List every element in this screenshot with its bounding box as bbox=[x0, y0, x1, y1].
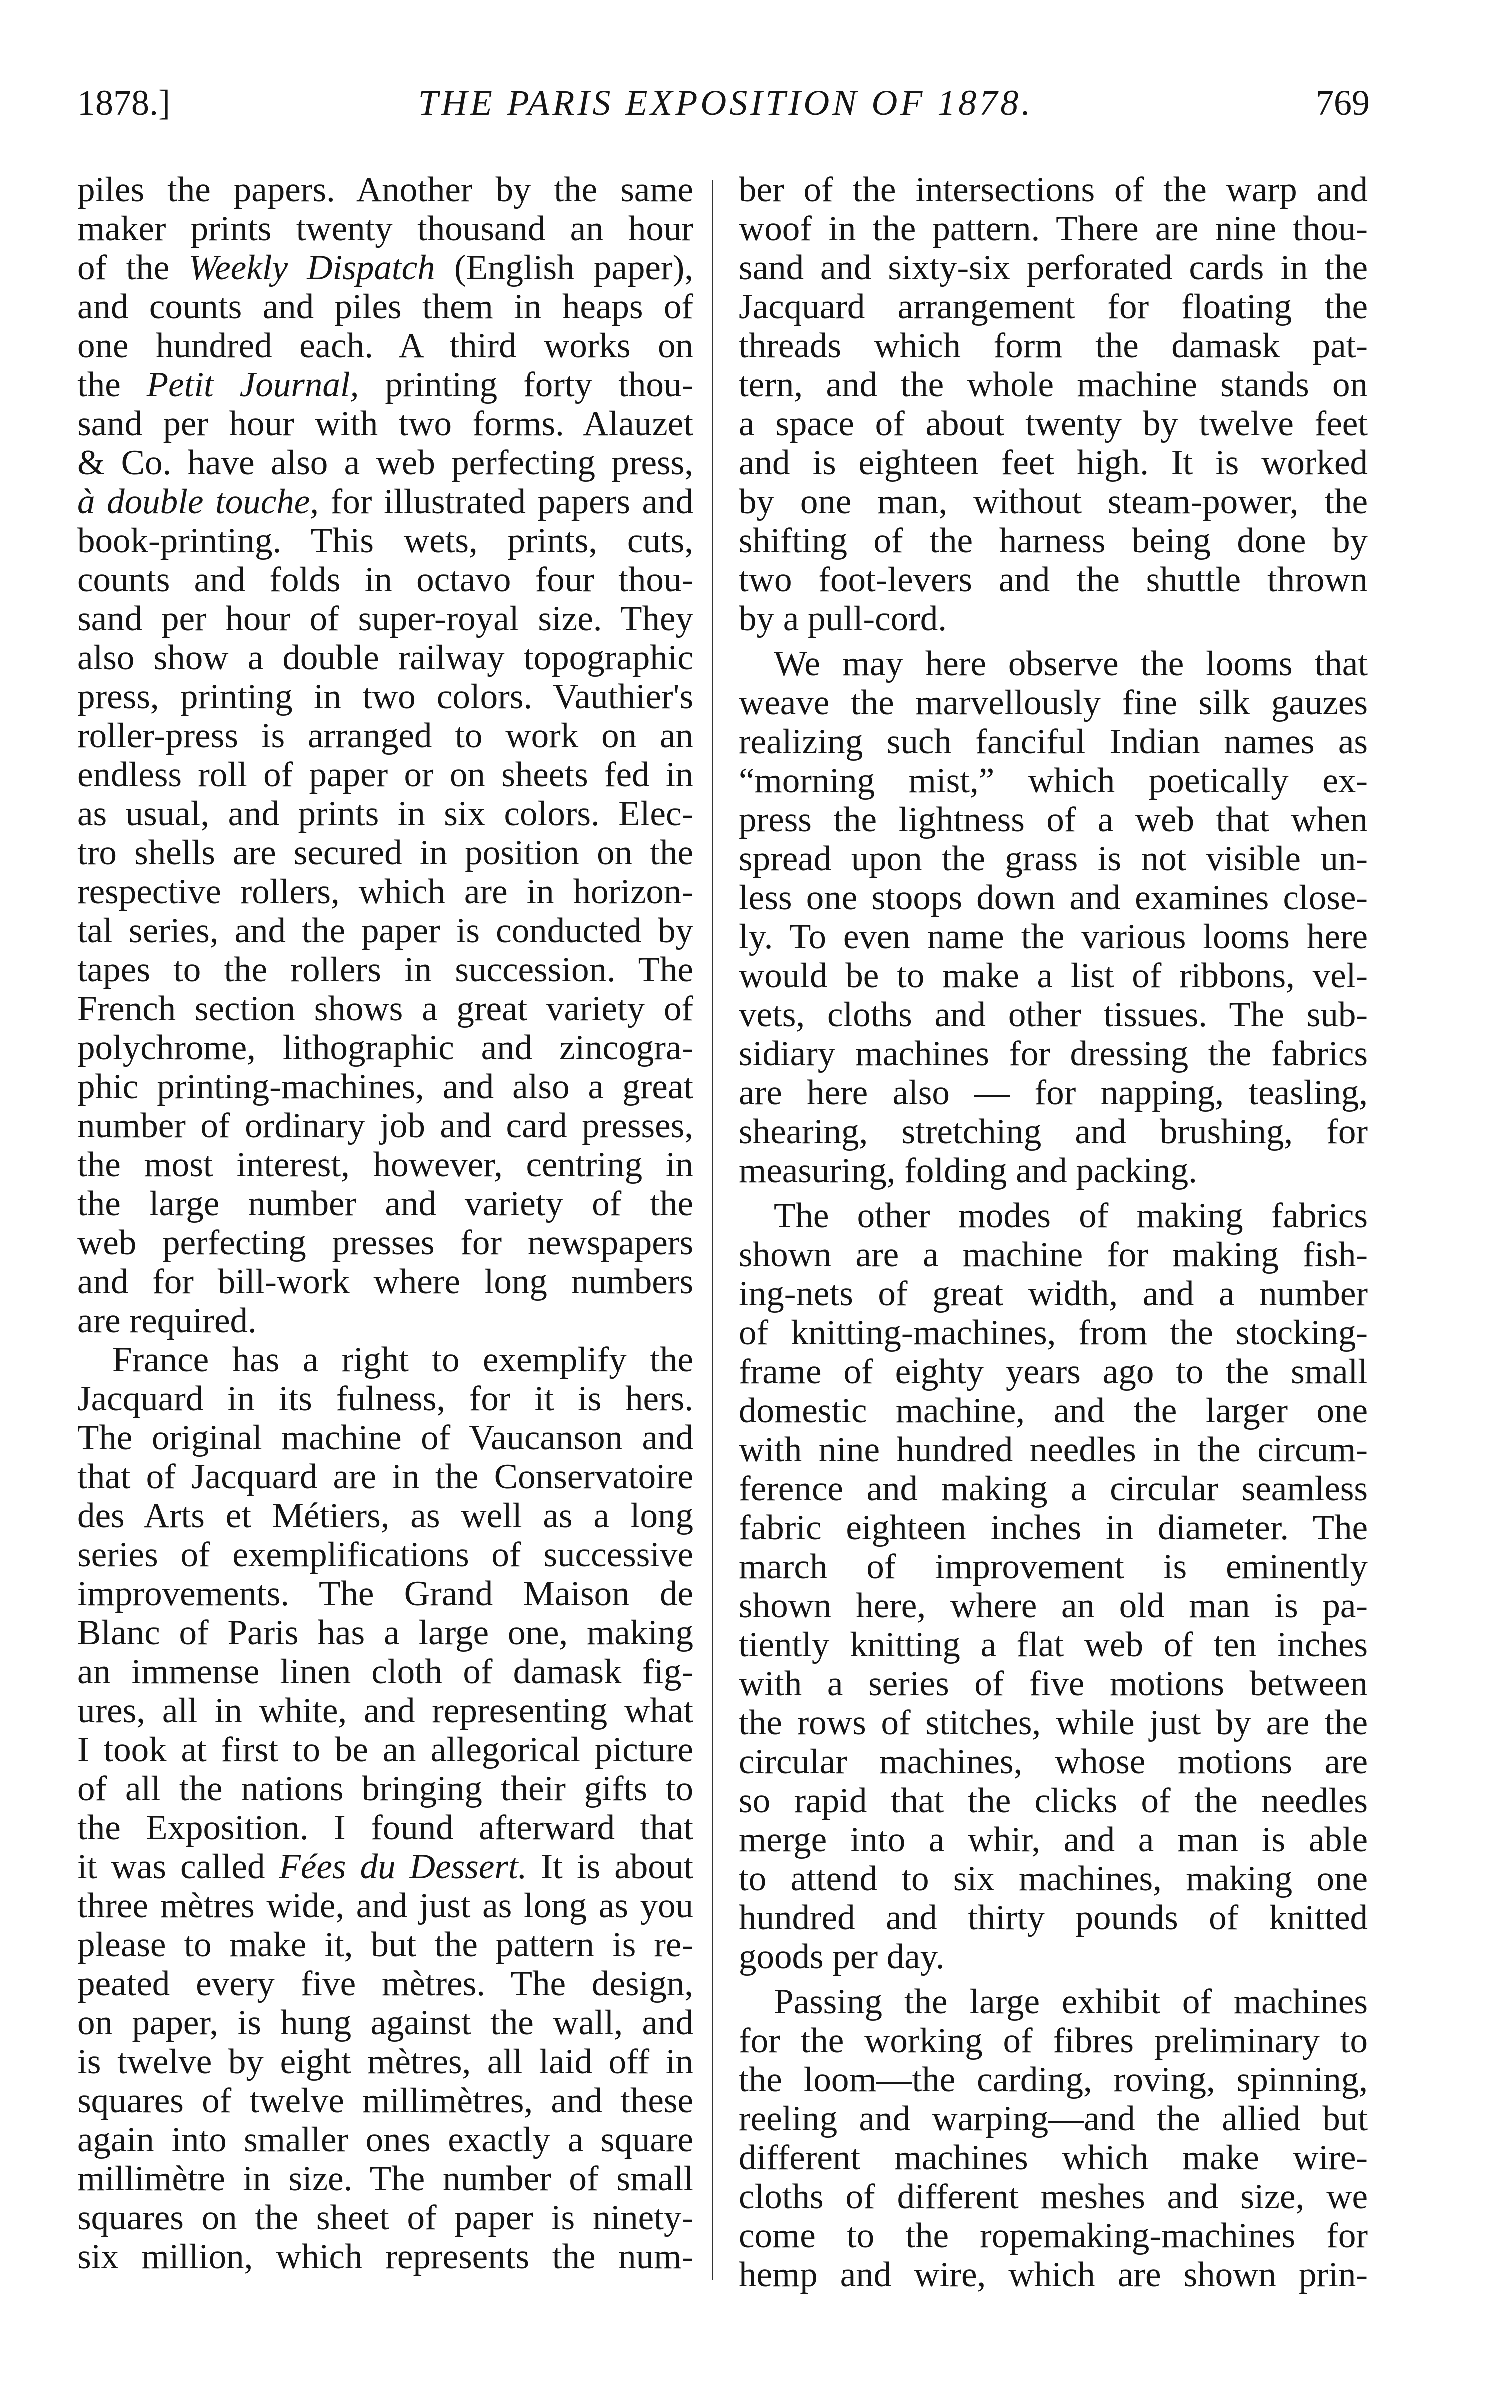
text-span: maker prints twenty thousand an hour bbox=[78, 209, 694, 248]
text-line bbox=[739, 1703, 1368, 1742]
page-number: 769 bbox=[1316, 83, 1370, 123]
text-line bbox=[739, 1391, 1368, 1430]
text-line bbox=[78, 1106, 694, 1145]
text-line bbox=[739, 1898, 1368, 1937]
column-right bbox=[739, 170, 1368, 2294]
text-span: the most interest, however, centring in bbox=[78, 1145, 694, 1184]
header-year: 1878.] bbox=[78, 83, 170, 123]
text-line bbox=[739, 1664, 1368, 1703]
text-span: also show a double railway topographic bbox=[78, 638, 694, 677]
text-span: piles the papers. Another by the same bbox=[78, 170, 694, 209]
text-line bbox=[739, 956, 1368, 995]
text-line bbox=[739, 2099, 1368, 2138]
text-span: respective rollers, which are in horizon- bbox=[78, 872, 694, 911]
text-span: France has a right to exemplify the bbox=[112, 1340, 694, 1379]
text-line bbox=[739, 1352, 1368, 1391]
text-line bbox=[739, 1820, 1368, 1859]
text-line bbox=[739, 878, 1368, 917]
text-span: spread upon the grass is not visible un- bbox=[739, 839, 1368, 878]
text-span: and counts and piles them in heaps of bbox=[78, 287, 694, 326]
text-line bbox=[739, 443, 1368, 482]
text-line bbox=[78, 1418, 694, 1457]
text-span: peated every five mètres. The design, bbox=[78, 1964, 694, 2003]
text-span: realizing such fanciful Indian names as bbox=[739, 722, 1368, 761]
text-span: one hundred each. A third works on bbox=[78, 326, 694, 365]
text-span: number of ordinary job and card presses, bbox=[78, 1106, 694, 1145]
text-span: Jacquard in its fulness, for it is hers. bbox=[78, 1379, 694, 1418]
text-span: woof in the pattern. There are nine thou- bbox=[739, 209, 1368, 248]
text-span: the Exposition. I found afterward that bbox=[78, 1808, 694, 1847]
text-line bbox=[739, 1742, 1368, 1781]
text-line bbox=[78, 404, 694, 443]
text-line bbox=[739, 1034, 1368, 1073]
text-span: with a series of five motions between bbox=[739, 1664, 1368, 1703]
text-line bbox=[739, 1196, 1368, 1235]
text-span: vets, cloths and other tissues. The sub- bbox=[739, 995, 1368, 1034]
text-span: des Arts et Métiers, as well as a long bbox=[78, 1496, 694, 1535]
text-span: tal series, and the paper is conducted by bbox=[78, 911, 694, 950]
text-span: threads which form the damask pat- bbox=[739, 326, 1368, 365]
text-span: press, printing in two colors. Vauthier's bbox=[78, 677, 694, 716]
text-line bbox=[78, 1067, 694, 1106]
text-span: I took at first to be an allegorical picture bbox=[78, 1730, 694, 1769]
text-span: by one man, without steam-power, the bbox=[739, 482, 1368, 521]
paragraph bbox=[739, 1196, 1368, 1976]
text-span: shearing, stretching and brushing, for bbox=[739, 1112, 1368, 1151]
text-span: an immense linen cloth of damask fig- bbox=[78, 1652, 694, 1691]
paragraph bbox=[739, 170, 1368, 638]
text-span: merge into a whir, and a man is able bbox=[739, 1820, 1368, 1859]
text-span: six million, which represents the num- bbox=[78, 2237, 694, 2276]
text-span: & Co. have also a web perfecting press, bbox=[78, 443, 694, 482]
text-line bbox=[78, 716, 694, 755]
text-line bbox=[739, 404, 1368, 443]
text-line bbox=[739, 839, 1368, 878]
text-line bbox=[78, 560, 694, 599]
text-span: circular machines, whose motions are bbox=[739, 1742, 1368, 1781]
text-span: the loom—the carding, roving, spinning, bbox=[739, 2060, 1368, 2099]
text-line bbox=[78, 2237, 694, 2276]
text-line bbox=[78, 1262, 694, 1301]
text-span: two foot-levers and the shuttle thrown bbox=[739, 560, 1368, 599]
text-line bbox=[78, 1223, 694, 1262]
text-line bbox=[78, 1184, 694, 1223]
text-line bbox=[78, 1808, 694, 1847]
text-line bbox=[78, 599, 694, 638]
text-line bbox=[78, 1886, 694, 1925]
text-span: by a pull-cord. bbox=[739, 599, 948, 638]
text-line bbox=[739, 683, 1368, 722]
text-span: It is about bbox=[527, 1847, 694, 1886]
text-line bbox=[739, 1586, 1368, 1625]
text-span: hemp and wire, which are shown prin- bbox=[739, 2255, 1368, 2294]
text-span: as usual, and prints in six colors. Elec- bbox=[78, 794, 694, 833]
text-span: ference and making a circular seamless bbox=[739, 1469, 1368, 1508]
text-span: Jacquard arrangement for floating the bbox=[739, 287, 1368, 326]
text-span: We may here observe the looms that bbox=[774, 644, 1368, 683]
text-span: printing forty thou- bbox=[359, 365, 694, 404]
text-span: domestic machine, and the larger one bbox=[739, 1391, 1368, 1430]
text-span: endless roll of paper or on sheets fed in bbox=[78, 755, 694, 794]
column-divider bbox=[712, 180, 714, 2280]
text-line bbox=[739, 761, 1368, 800]
text-line bbox=[739, 917, 1368, 956]
text-span: sand and sixty-six perforated cards in the bbox=[739, 248, 1368, 287]
text-span: for the working of fibres preliminary to bbox=[739, 2021, 1368, 2060]
text-line bbox=[739, 1625, 1368, 1664]
text-span: roller-press is arranged to work on an bbox=[78, 716, 694, 755]
text-span: the rows of stitches, while just by are the bbox=[739, 1703, 1368, 1742]
text-span: weave the marvellously fine silk gauzes bbox=[739, 683, 1368, 722]
text-span: of knitting-machines, from the stocking- bbox=[739, 1313, 1368, 1352]
text-line bbox=[78, 248, 694, 287]
text-line bbox=[78, 989, 694, 1028]
text-line bbox=[739, 2060, 1368, 2099]
text-span: march of improvement is eminently bbox=[739, 1547, 1368, 1586]
text-span: squares of twelve millimètres, and these bbox=[78, 2081, 694, 2120]
text-line bbox=[739, 326, 1368, 365]
text-line bbox=[739, 1469, 1368, 1508]
text-span: Passing the large exhibit of machines bbox=[774, 1982, 1368, 2021]
text-span: on paper, is hung against the wall, and bbox=[78, 2003, 694, 2042]
text-line bbox=[78, 755, 694, 794]
text-line bbox=[78, 1925, 694, 1964]
text-line bbox=[78, 287, 694, 326]
text-span: shifting of the harness being done by bbox=[739, 521, 1368, 560]
text-span: squares on the sheet of paper is ninety- bbox=[78, 2198, 694, 2237]
text-span: ing-nets of great width, and a number bbox=[739, 1274, 1368, 1313]
text-span: “morning mist,” which poetically ex- bbox=[739, 761, 1368, 800]
text-line bbox=[78, 2081, 694, 2120]
text-span: a space of about twenty by twelve feet bbox=[739, 404, 1368, 443]
text-line bbox=[739, 1430, 1368, 1469]
text-line bbox=[78, 833, 694, 872]
text-line bbox=[78, 482, 694, 521]
text-line bbox=[739, 1508, 1368, 1547]
text-line bbox=[739, 521, 1368, 560]
text-span: of the bbox=[78, 248, 189, 287]
text-span: shown here, where an old man is pa- bbox=[739, 1586, 1368, 1625]
text-span: are here also — for napping, teasling, bbox=[739, 1073, 1368, 1112]
text-span: ly. To even name the various looms here bbox=[739, 917, 1368, 956]
text-line bbox=[78, 1574, 694, 1613]
text-line bbox=[78, 1496, 694, 1535]
text-line bbox=[739, 800, 1368, 839]
text-span: book-printing. This wets, prints, cuts, bbox=[78, 521, 694, 560]
text-span: sand per hour of super-royal size. They bbox=[78, 599, 694, 638]
italic-text: à double touche, bbox=[78, 482, 319, 521]
text-line bbox=[739, 995, 1368, 1034]
text-line bbox=[739, 287, 1368, 326]
text-span: counts and folds in octavo four thou- bbox=[78, 560, 694, 599]
paragraph bbox=[78, 1340, 694, 2276]
text-span: sand per hour with two forms. Alauzet bbox=[78, 404, 694, 443]
text-line bbox=[739, 1235, 1368, 1274]
text-span: polychrome, lithographic and zincogra- bbox=[78, 1028, 694, 1067]
text-line bbox=[739, 1859, 1368, 1898]
text-line bbox=[739, 1982, 1368, 2021]
text-line bbox=[739, 2216, 1368, 2255]
text-line bbox=[78, 1028, 694, 1067]
text-line bbox=[78, 1457, 694, 1496]
text-line bbox=[78, 1145, 694, 1184]
text-span: web perfecting presses for newspapers bbox=[78, 1223, 694, 1262]
text-line bbox=[739, 722, 1368, 761]
text-line bbox=[78, 1340, 694, 1379]
text-span: tro shells are secured in position on the bbox=[78, 833, 694, 872]
text-span: phic printing-machines, and also a great bbox=[78, 1067, 694, 1106]
text-line bbox=[739, 1937, 1368, 1976]
text-line bbox=[739, 1151, 1368, 1190]
text-span: less one stoops down and examines close- bbox=[739, 878, 1368, 917]
column-left bbox=[78, 170, 694, 2276]
text-span: ures, all in white, and representing what bbox=[78, 1691, 694, 1730]
text-span: would be to make a list of ribbons, vel- bbox=[739, 956, 1368, 995]
text-line bbox=[78, 794, 694, 833]
text-span: Blanc of Paris has a large one, making bbox=[78, 1613, 694, 1652]
text-line bbox=[78, 1691, 694, 1730]
text-span: are required. bbox=[78, 1301, 257, 1340]
text-line bbox=[78, 521, 694, 560]
text-span: (English paper), bbox=[435, 248, 694, 287]
text-line bbox=[78, 443, 694, 482]
text-span: the bbox=[78, 365, 147, 404]
text-span: the large number and variety of the bbox=[78, 1184, 694, 1223]
italic-text: Petit Journal, bbox=[146, 365, 360, 404]
paragraph bbox=[739, 644, 1368, 1190]
text-span: come to the ropemaking-machines for bbox=[739, 2216, 1368, 2255]
text-line bbox=[739, 1313, 1368, 1352]
text-line bbox=[78, 1847, 694, 1886]
text-line bbox=[739, 1781, 1368, 1820]
text-span: tapes to the rollers in succession. The bbox=[78, 950, 694, 989]
text-line bbox=[739, 599, 1368, 638]
text-line bbox=[739, 365, 1368, 404]
text-line bbox=[78, 911, 694, 950]
text-line bbox=[78, 1652, 694, 1691]
text-span: goods per day. bbox=[739, 1937, 945, 1976]
text-span: series of exemplifications of successive bbox=[78, 1535, 694, 1574]
text-span: to attend to six machines, making one bbox=[739, 1859, 1368, 1898]
text-line bbox=[739, 1274, 1368, 1313]
text-line bbox=[739, 2021, 1368, 2060]
paragraph bbox=[739, 1982, 1368, 2294]
text-line bbox=[739, 1073, 1368, 1112]
text-line bbox=[78, 1769, 694, 1808]
text-span: different machines which make wire- bbox=[739, 2138, 1368, 2177]
text-span: with nine hundred needles in the circum- bbox=[739, 1430, 1368, 1469]
text-span: it was called bbox=[78, 1847, 280, 1886]
text-span: The other modes of making fabrics bbox=[774, 1196, 1368, 1235]
text-line bbox=[78, 2120, 694, 2159]
text-line bbox=[78, 1613, 694, 1652]
text-line bbox=[78, 2042, 694, 2081]
text-line bbox=[78, 950, 694, 989]
text-line bbox=[739, 560, 1368, 599]
text-span: French section shows a great variety of bbox=[78, 989, 694, 1028]
text-span: hundred and thirty pounds of knitted bbox=[739, 1898, 1368, 1937]
header-title: THE PARIS EXPOSITION OF 1878. bbox=[418, 83, 1034, 123]
text-span: and for bill-work where long numbers bbox=[78, 1262, 694, 1301]
text-line bbox=[78, 872, 694, 911]
text-span: sidiary machines for dressing the fabrics bbox=[739, 1034, 1368, 1073]
text-span: The original machine of Vaucanson and bbox=[78, 1418, 694, 1457]
text-line bbox=[739, 2255, 1368, 2294]
text-span: tiently knitting a flat web of ten inches bbox=[739, 1625, 1368, 1664]
text-line bbox=[78, 1535, 694, 1574]
text-span: again into smaller ones exactly a square bbox=[78, 2120, 694, 2159]
text-line bbox=[78, 677, 694, 716]
text-line bbox=[78, 2159, 694, 2198]
text-span: that of Jacquard are in the Conservatoire bbox=[78, 1457, 694, 1496]
text-span: tern, and the whole machine stands on bbox=[739, 365, 1368, 404]
italic-text: Weekly Dispatch bbox=[188, 248, 436, 287]
text-span: millimètre in size. The number of small bbox=[78, 2159, 694, 2198]
text-line bbox=[739, 2138, 1368, 2177]
text-span: fabric eighteen inches in diameter. The bbox=[739, 1508, 1368, 1547]
text-line bbox=[78, 2003, 694, 2042]
text-span: ber of the intersections of the warp and bbox=[739, 170, 1368, 209]
text-line bbox=[78, 1964, 694, 2003]
text-line bbox=[78, 1730, 694, 1769]
text-line bbox=[739, 248, 1368, 287]
text-line bbox=[78, 2198, 694, 2237]
text-line bbox=[739, 1112, 1368, 1151]
text-span: is twelve by eight mètres, all laid off in bbox=[78, 2042, 694, 2081]
text-line bbox=[78, 170, 694, 209]
text-line bbox=[739, 482, 1368, 521]
text-line bbox=[739, 209, 1368, 248]
text-line bbox=[78, 326, 694, 365]
text-line bbox=[78, 209, 694, 248]
text-line bbox=[739, 2177, 1368, 2216]
text-span: shown are a machine for making fish- bbox=[739, 1235, 1368, 1274]
text-span: and is eighteen feet high. It is worked bbox=[739, 443, 1368, 482]
text-span: for illustrated papers and bbox=[318, 482, 694, 521]
text-span: three mètres wide, and just as long as you bbox=[78, 1886, 694, 1925]
paragraph bbox=[78, 170, 694, 1340]
text-line bbox=[78, 638, 694, 677]
text-line bbox=[78, 1379, 694, 1418]
text-line bbox=[739, 1547, 1368, 1586]
text-line bbox=[739, 644, 1368, 683]
text-line bbox=[739, 170, 1368, 209]
text-span: so rapid that the clicks of the needles bbox=[739, 1781, 1368, 1820]
text-span: reeling and warping—and the allied but bbox=[739, 2099, 1368, 2138]
text-span: of all the nations bringing their gifts to bbox=[78, 1769, 694, 1808]
italic-text: Fées du Dessert. bbox=[279, 1847, 528, 1886]
text-span: frame of eighty years ago to the small bbox=[739, 1352, 1368, 1391]
text-span: cloths of different meshes and size, we bbox=[739, 2177, 1368, 2216]
text-span: improvements. The Grand Maison de bbox=[78, 1574, 694, 1613]
text-span: press the lightness of a web that when bbox=[739, 800, 1368, 839]
text-span: please to make it, but the pattern is re- bbox=[78, 1925, 694, 1964]
text-line bbox=[78, 1301, 694, 1340]
text-span: measuring, folding and packing. bbox=[739, 1151, 1198, 1190]
text-line bbox=[78, 365, 694, 404]
